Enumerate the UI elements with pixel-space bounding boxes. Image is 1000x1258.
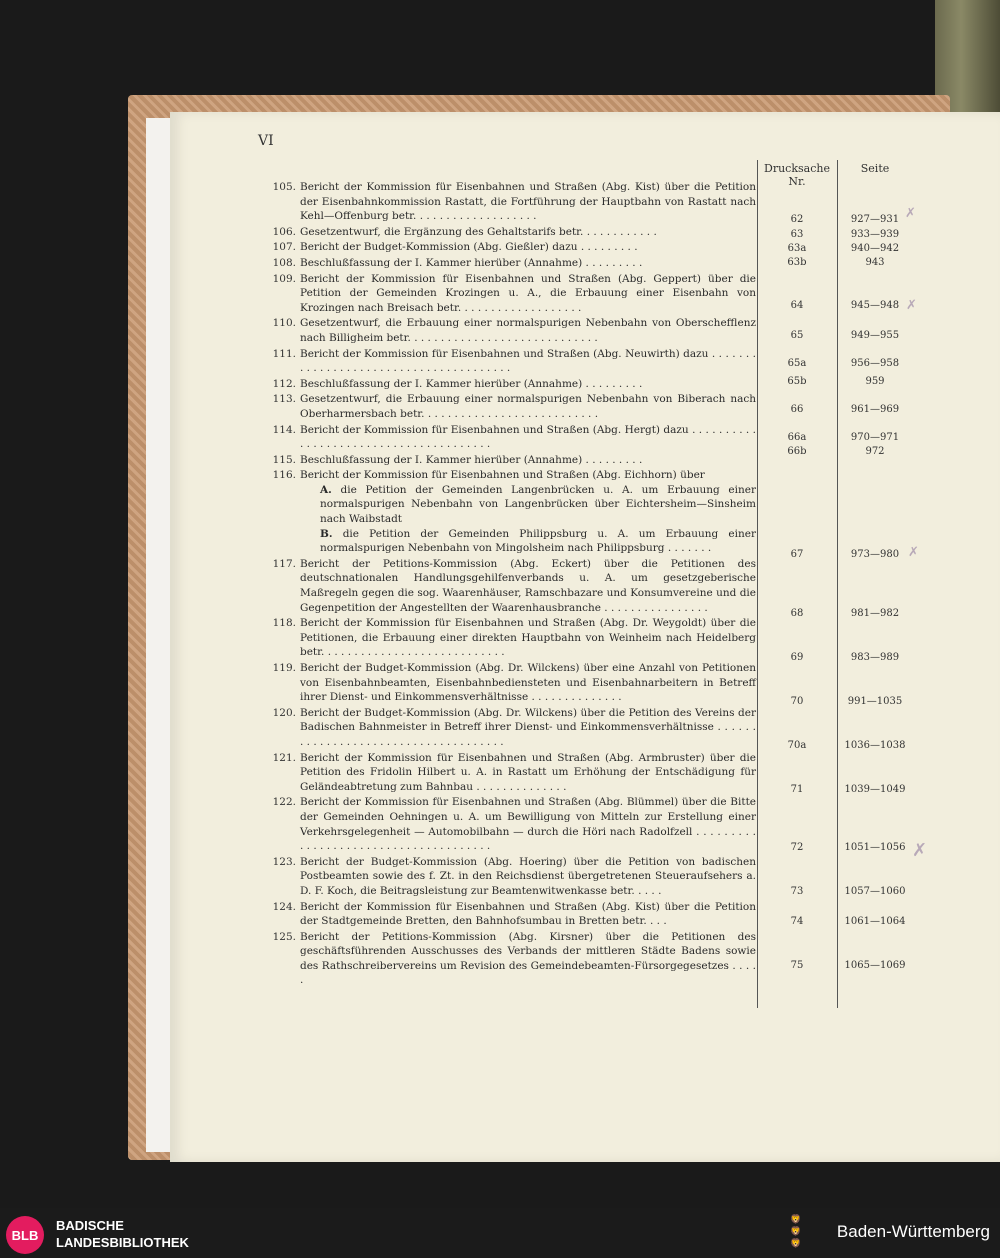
page-range: 970—971 [850,432,900,443]
drucksache-number: 75 [790,960,804,971]
entry-number: 125. [272,930,296,943]
state-name: Baden-Württemberg [836,1222,990,1241]
sub-entry-text: die Petition der Gemeinden Langenbrücken u. A. um Erbauung einer normalspurigen Nebenbahn von Langenbrücken über Eichtersheim—Sinsheim nach Waibstadt [320,483,757,526]
entry-row [258,751,758,795]
pencil-mark: ✗ [905,206,916,221]
page-range: 956—958 [850,358,900,369]
entry-row [258,392,758,421]
pencil-mark: ✗ [912,840,928,861]
entry-text [300,180,756,224]
entry-row [258,468,758,556]
entry-row [258,616,758,660]
entry-number: 110. [272,317,296,330]
entry-row [258,377,758,392]
drucksache-number: 63a [787,243,807,254]
entry-text [300,900,756,929]
page-range: 981—982 [850,608,900,619]
entry-number: 117. [272,557,296,570]
entry-title: Gesetzentwurf, die Erbauung einer normalspurigen Nebenbahn von Biberach nach Oberharmersbach betr. . . . . . . . . . . . . . . . . . . . . . . . . . . [300,393,756,420]
entry-title: Bericht der Budget-Kommission (Abg. Dr. Wilckens) über eine Anzahl von Petitionen von Eisenbahnbeamten, Eisenbahnbediensteten und Eisenbahnarbeitern in Betreff ihrer Dienst- und Einkommensverhältnisse . . . . . . . . . . . . . . [300,662,756,704]
drucksache-number: 62 [790,214,804,225]
entry-title: Bericht der Kommission für Eisenbahnen und Straßen (Abg. Blümmel) über die Bitte der Gemeinden Oehningen u. A. um Bewilligung von Mitteln zur Erstellung einer Verkehrsgelegenheit — Automobilbahn — durch die Höri nach Radolfzell . . . . . . . . . . . . . . . . . . . . . . . . . . . . . . . . . . . . . . [300,796,756,853]
page-range: 933—939 [850,229,900,240]
sub-entry [320,527,756,556]
page-range: 940—942 [850,243,900,254]
sub-entry-letter: B. [320,527,333,540]
entry-row [258,795,758,853]
drucksache-number: 70a [787,740,807,751]
entry-text [300,347,756,376]
drucksache-number: 66a [787,432,807,443]
column-divider [837,160,838,1008]
entry-row [258,557,758,615]
entry-title: Beschlußfassung der I. Kammer hierüber (Annahme) . . . . . . . . . [300,453,643,466]
entry-row [258,661,758,705]
entry-number: 106. [272,225,296,238]
page-range: 1057—1060 [844,886,906,897]
entry-title: Bericht der Budget-Kommission (Abg. Gießler) dazu . . . . . . . . . [300,241,638,254]
entry-text [300,930,756,988]
entry-row [258,240,758,255]
blb-logo-icon: BLB [6,1216,44,1254]
entry-number: 115. [272,453,296,466]
entry-number: 124. [272,900,296,913]
entry-title: Beschlußfassung der I. Kammer hierüber (Annahme) . . . . . . . . . [300,256,643,269]
drucksache-number: 67 [790,549,804,560]
library-name [56,1217,189,1251]
entry-text [300,855,756,899]
entry-text [300,557,756,615]
drucksache-number: 69 [790,652,804,663]
drucksache-number: 65a [787,358,807,369]
drucksache-number: 64 [790,300,804,311]
entry-number: 107. [272,241,296,254]
page-range: 927—931 [850,214,900,225]
page-range: 961—969 [850,404,900,415]
entry-row [258,453,758,468]
column-header-seite: Seite [860,162,890,175]
entry-title: Bericht der Petitions-Kommission (Abg. Eckert) über die Petitionen des deutschnationalen Handlungsgehilfenverbands u. A. um gesetzgeberische Maßregeln gegen die sog. Waarenhäuser, Ramschbazare und Konsumvereine und die Gegenpetition der Angestellten der Waarenhausbranche . . . . . . . . . . . . . . . . [300,557,756,614]
sub-entry-letter: A. [320,483,332,496]
column-header-drucksache: Drucksache Nr. [764,162,830,188]
entry-text [300,240,756,255]
entry-title: Bericht der Budget-Kommission (Abg. Dr. Wilckens) über die Petition des Vereins der Badischen Bahnmeister in Betreff ihrer Dienst- und Einkommensverhältnisse . . . . . . . . . . . . . . . . . . . . . . . . . . . . . . . . . . . . . [300,706,756,748]
entry-number: 121. [272,751,296,764]
entry-text [300,453,756,468]
entry-title: Bericht der Kommission für Eisenbahnen und Straßen (Abg. Armbruster) über die Petition des Fridolin Hilbert u. A. in Rastatt um Erhöhung der Entschädigung für Geländeabtretung zum Bahnbau . . . . . . . . . . . . . . [300,751,756,793]
library-line2: LANDESBIBLIOTHEK [56,1235,189,1250]
sub-entry [320,483,756,527]
drucksache-number: 65b [787,376,807,387]
entry-number: 114. [272,423,296,436]
page-range: 1061—1064 [844,916,906,927]
page-number: VI [258,133,274,149]
entry-row [258,316,758,345]
entry-text [300,751,756,795]
pencil-mark: ✗ [908,545,919,560]
entry-number: 119. [272,662,296,674]
entry-row [258,423,758,452]
entry-title: Bericht der Budget-Kommission (Abg. Hoering) über die Petition von badischen Postbeamten sowie des f. Zt. in den Reichsdienst übergetretenen Steueraufsehers a. D. F. Koch, die Beitragsleistung zur Beamtenwitwenkasse betr. . . . . [300,855,756,897]
entry-text [300,377,756,392]
entry-title: Bericht der Kommission für Eisenbahnen und Straßen (Abg. Dr. Weygoldt) über die Petitionen, die Erbauung einer direkten Hauptbahn von Weinheim nach Heidelberg betr. . . . . . . . . . . . . . . . . . . . . . . . . . . . [300,617,756,659]
entry-title: Bericht der Kommission für Eisenbahnen und Straßen (Abg. Geppert) über die Petition der Gemeinden Krozingen u. A., die Erbauung einer Eisenbahn von Krozingen nach Breisach betr. . . . . . . . . . . . . . . . . . . [300,272,756,314]
entry-number: 118. [272,617,296,630]
entry-text [300,272,756,316]
drucksache-number: 68 [790,608,804,619]
page-range: 1039—1049 [844,784,906,795]
drucksache-number: 63 [790,229,804,240]
entry-number: 122. [272,796,296,809]
entry-row [258,272,758,316]
entry-number: 123. [272,855,296,868]
library-line1: BADISCHE [56,1218,124,1233]
entry-number: 116. [272,469,296,482]
entry-text [300,661,756,705]
entry-title: Gesetzentwurf, die Erbauung einer normalspurigen Nebenbahn von Oberschefflenz nach Billigheim betr. . . . . . . . . . . . . . . . . . . . . . . . . . . . . [300,317,756,344]
footer-bar [0,1208,1000,1258]
coat-of-arms-icon: 🦁 🦁 🦁 [790,1215,802,1249]
page-range: 1051—1056 [844,842,906,853]
entry-row [258,900,758,929]
entry-number: 112. [272,377,296,390]
page-range: 959 [865,376,885,387]
entries-list [258,180,758,989]
entry-row [258,347,758,376]
sub-entry-text: die Petition der Gemeinden Philippsburg u. A. um Erbauung einer normalspurigen Nebenbahn von Mingolsheim nach Philippsburg . . . . . . . [320,527,756,555]
entry-number: 108. [272,256,296,269]
entry-number: 120. [272,706,296,719]
entry-text [300,225,756,240]
entry-text [300,423,756,452]
entry-row [258,706,758,750]
page-range: 972 [865,446,885,457]
entry-number: 105. [272,181,296,193]
entry-row [258,180,758,224]
pencil-mark: ✗ [906,298,917,313]
drucksache-number: 71 [790,784,804,795]
drucksache-number: 66b [787,446,807,457]
drucksache-number: 66 [790,404,804,415]
page-range: 983—989 [850,652,900,663]
entry-text [300,706,756,750]
drucksache-number: 65 [790,330,804,341]
entry-text [300,256,756,271]
entry-text [300,316,756,345]
entry-text [300,392,756,421]
drucksache-number: 73 [790,886,804,897]
page-range: 949—955 [850,330,900,341]
entry-number: 109. [272,272,296,285]
entry-row [258,855,758,899]
entry-row [258,256,758,271]
entry-title: Bericht der Kommission für Eisenbahnen und Straßen (Abg. Hergt) dazu . . . . . . . . . . . . . . . . . . . . . . . . . . . . . . . . . . . . . . . [300,423,756,451]
entry-title: Bericht der Kommission für Eisenbahnen und Straßen (Abg. Eichhorn) über [300,469,705,482]
entry-text [300,468,756,556]
entry-text [300,616,756,660]
entry-row [258,225,758,240]
page-range: 1036—1038 [844,740,906,751]
entry-title: Bericht der Kommission für Eisenbahnen und Straßen (Abg. Kist) über die Petition der Stadtgemeinde Bretten, den Bahnhofsumbau in Bretten betr. . . . [300,900,756,928]
entry-text [300,795,756,853]
page-range: 1065—1069 [844,960,906,971]
entry-number: 111. [272,347,296,360]
page-range: 991—1035 [847,696,903,707]
page-range: 945—948 [850,300,900,311]
page-range: 943 [865,257,885,268]
entry-title: Bericht der Petitions-Kommission (Abg. Kirsner) über die Petitionen des geschäftsführenden Ausschusses des Verbands der mittleren Städte Badens sowie des Rathschreibervereins um Revision des Gemeindebeamten-Fürsorgegesetzes . . . . . [300,930,756,987]
entry-row [258,930,758,988]
entry-title: Bericht der Kommission für Eisenbahnen und Straßen (Abg. Kist) über die Petition der Eisenbahnkommission Rastatt, die Fortführung der Hauptbahn von Rastatt nach Kehl—Offenburg betr. . . . . . . . . . . . . . . . . . . [300,181,756,223]
entry-title: Gesetzentwurf, die Ergänzung des Gehaltstarifs betr. . . . . . . . . . . . [300,225,657,238]
drucksache-number: 72 [790,842,804,853]
page-range: 973—980 [850,549,900,560]
drucksache-number: 74 [790,916,804,927]
entry-title: Bericht der Kommission für Eisenbahnen und Straßen (Abg. Neuwirth) dazu . . . . . . . . . . . . . . . . . . . . . . . . . . . . . . . . . . . . . . . [300,347,756,375]
drucksache-number: 63b [787,257,807,268]
drucksache-number: 70 [790,696,804,707]
entry-number: 113. [272,393,296,406]
entry-title: Beschlußfassung der I. Kammer hierüber (Annahme) . . . . . . . . . [300,377,643,390]
